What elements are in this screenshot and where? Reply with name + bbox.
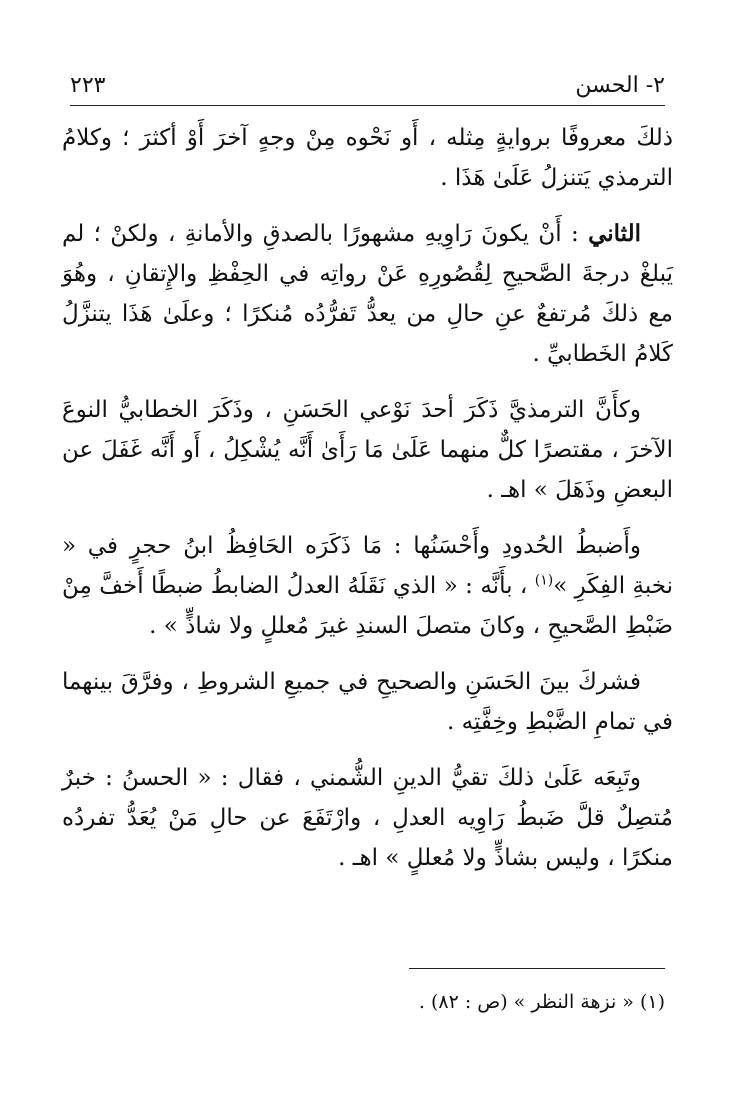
- paragraph-2: [62, 214, 673, 374]
- paragraph-1: [62, 118, 673, 198]
- running-header: [70, 66, 665, 106]
- paragraph-text: وتَبِعَه عَلَىٰ ذلكَ تقيُّ الدينِ الشُّمني ، فقال : « الحسنُ : خبرٌ مُتصِلٌ قلَّ ضَبطُ رَاوِيه العدلِ ، وارْتَفَعَ عن حالِ مَنْ يُعَدُّ تفردُه منكرًا ، وليس بشاذٍّ ولا مُعللٍ » اهـ .: [62, 765, 673, 871]
- page-number: ٢٢٣: [70, 73, 106, 98]
- paragraph-5: [62, 662, 673, 742]
- chapter-title: ٢- الحسن: [575, 73, 665, 98]
- main-text: [62, 118, 673, 894]
- footnote-reference[interactable]: (١): [534, 572, 554, 589]
- paragraph-text: ذلكَ معروفًا بروايةٍ مِثله ، أَو نَحْوه مِنْ وجهٍ آخرَ أَوْ أكثرَ ؛ وكلامُ الترمذي يَتنزلُ عَلَىٰ هَذَا .: [62, 125, 673, 191]
- paragraph-3: [62, 390, 673, 510]
- footnote-separator: [409, 968, 665, 969]
- paragraph-text: وكأَنَّ الترمذيَّ ذَكَرَ أحدَ نَوْعي الحَسَنِ ، وذَكَرَ الخطابيُّ النوعَ الآخرَ ، مقتصرًا كلٌّ منهما عَلَىٰ مَا رَأَىٰ أَنَّه يُشْكِلُ ، أَو أَنَّه غَفَلَ عن البعضِ وذَهَلَ » اهـ .: [62, 397, 673, 503]
- footnote: [70, 988, 665, 1016]
- footnote-text: (١) « نزهة النظر » (ص : ٨٢) .: [418, 991, 665, 1013]
- paragraph-text-continued: ، بأَنَّه : « الذي نَقَلَهُ العدلُ الضابطُ ضبطًا أَخفَّ مِنْ ضَبْطِ الصَّحيحِ ، وكانَ متصلَ السندِ غيرَ مُعللٍ ولا شاذٍّ » .: [62, 573, 673, 639]
- paragraph-4: [62, 526, 673, 646]
- paragraph-lead: الثاني: [588, 220, 641, 247]
- paragraph-text: وأَضبطُ الحُدودِ وأَحْسَنُها : مَا ذَكَرَه الحَافِظُ ابنُ حجرٍ في « نخبةِ الفِكَرِ »: [62, 533, 674, 599]
- paragraph-text: فشركَ بينَ الحَسَنِ والصحيحِ في جميعِ الشروطِ ، وفرَّقَ بينهما في تمامِ الضَّبْطِ وخِفَّتِه .: [62, 669, 673, 735]
- paragraph-6: [62, 758, 673, 878]
- paragraph-text: : أَنْ يكونَ رَاوِيهِ مشهورًا بالصدقِ والأمانةِ ، ولكنْ ؛ لم يَبلغْ درجةَ الصَّحيحِ لِقُصُورِهِ عَنْ رواتِه في الحِفْظِ والإِتقانِ ، وهُوَ مع ذلكَ مُرتفعٌ عنِ حالِ من يعدُّ تَفرُّدُه مُنكرًا ؛ وعلَىٰ هَذَا يتنزَّلُ كَلامُ الخَطابيِّ .: [62, 221, 673, 367]
